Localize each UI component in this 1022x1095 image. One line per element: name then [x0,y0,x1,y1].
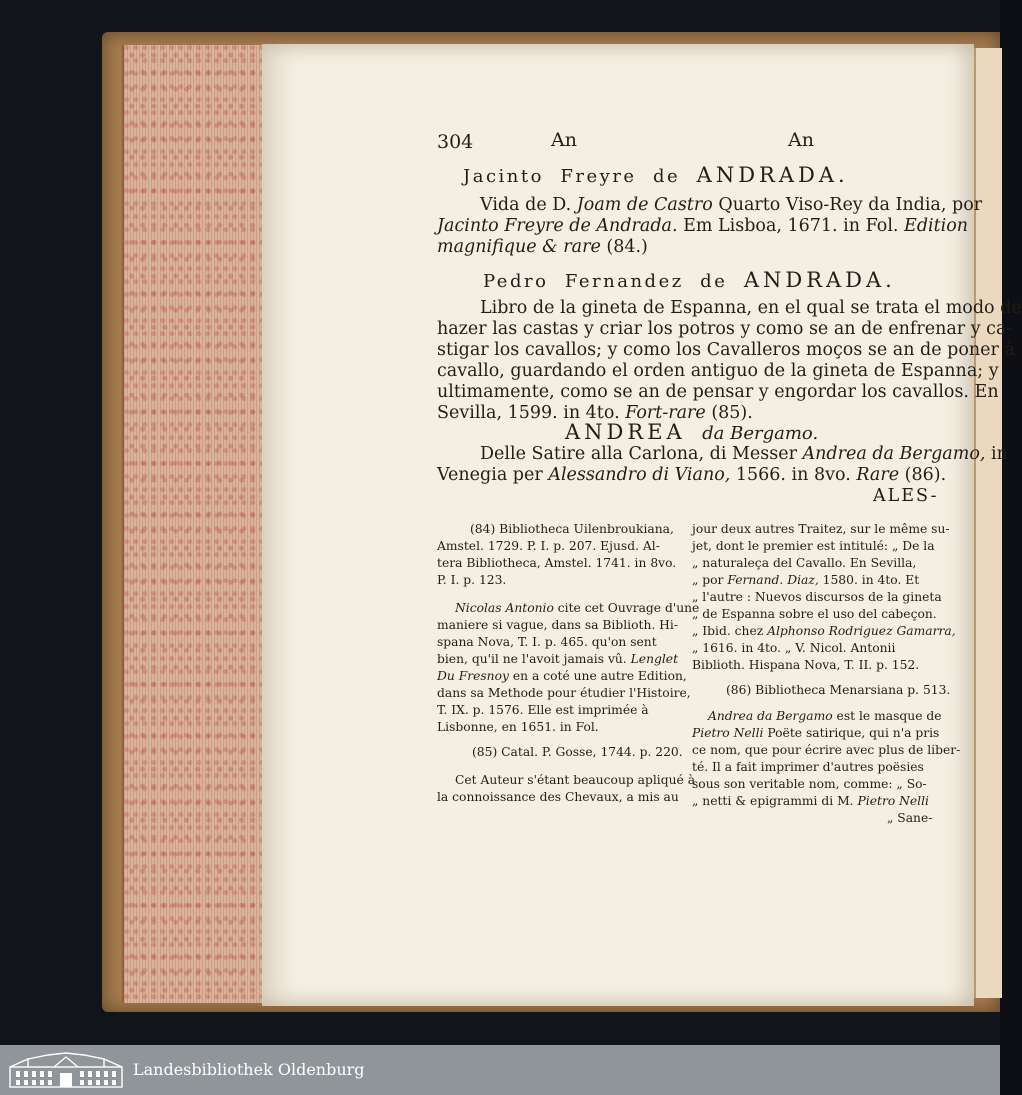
footnote-line: „ l'autre : Nuevos discursos de la gineta [692,590,942,604]
footnote-line: Amstel. 1729. P. I. p. 207. Ejusd. Al- [437,539,660,553]
running-head-left: An [551,129,577,151]
footnote-line: la connoissance des Chevaux, a mis au [437,790,679,804]
running-head-right: An [788,129,814,151]
footnote-line: maniere si vague, dans sa Biblioth. Hi- [437,618,678,632]
entry-text-line: Venegia per Alessandro di Viano, 1566. in 8vo. Rare (86). [437,465,947,485]
footnote-line: té. Il a fait imprimer d'autres poësies [692,760,924,774]
footnote-line: Andrea da Bergamo est le masque de [708,709,942,723]
footnote-line: tera Bibliotheca, Amstel. 1741. in 8vo. [437,556,677,570]
footnote-line: bien, qu'il ne l'avoit jamais vû. Lenglet [437,652,679,666]
footnote-line: Cet Auteur s'étant beaucoup apliqué à [455,773,696,787]
entry-text-line: Vida de D. Joam de Castro Quarto Viso-Rey da India, por [480,195,983,215]
entry-text-line: Delle Satire alla Carlona, di Messer Andrea da Bergamo, in [480,444,1008,464]
footnote-line: Du Fresnoy en a coté une autre Edition, [437,669,687,683]
entry-text-line: Jacinto Freyre de Andrada. Em Lisboa, 1671. in Fol. Edition [437,216,969,236]
footnote-line: Nicolas Antonio cite cet Ouvrage d'une [455,601,700,615]
library-name: Landesbibliothek Oldenburg [133,1060,365,1079]
footnote-line: ce nom, que pour écrire avec plus de liber- [692,743,961,757]
catchword: ALES- [873,486,939,506]
entry-text-line: magnifique & rare (84.) [437,237,648,257]
footnote-line: Pietro Nelli Poëte satirique, qui n'a pris [692,726,940,740]
footnote-line: Lisbonne, en 1651. in Fol. [437,720,599,734]
footnote-line: (86) Bibliotheca Menarsiana p. 513. [726,683,951,697]
footnote-line: „ Ibid. chez Alphonso Rodriguez Gamarra, [692,624,956,638]
entry-text-line: Libro de la gineta de Espanna, en el qual se trata el modo de [480,298,1022,318]
entry-text-line: Sevilla, 1599. in 4to. Fort-rare (85). [437,403,753,423]
footnote-line: Biblioth. Hispana Nova, T. II. p. 152. [692,658,920,672]
entry-heading: Pedro Fernandez de ANDRADA. [483,268,896,292]
footnote-line: „ netti & epigrammi di M. Pietro Nelli [692,794,929,808]
footnote-line: „ naturaleça del Cavallo. En Sevilla, [692,556,917,570]
footnote-line: jet, dont le premier est intitulé: „ De la [692,539,935,553]
entry-heading: Jacinto Freyre de ANDRADA. [463,163,849,187]
footnote-line: „ 1616. in 4to. „ V. Nicol. Antonii [692,641,896,655]
entry-text-line: cavallo, guardando el orden antiguo de la gineta de Espanna; y [437,361,999,381]
footer-bar [0,1045,1000,1095]
footnote-line: T. IX. p. 1576. Elle est imprimée à [437,703,649,717]
footnote-line: spana Nova, T. I. p. 465. qu'on sent [437,635,657,649]
entry-heading: ANDREA da Bergamo. [565,420,819,444]
entry-text-line: ultimamente, como se an de pensar y engordar los cavallos. En [437,382,999,402]
footnote-line: (84) Bibliotheca Uilenbroukiana, [470,522,674,536]
entry-text-line: hazer las castas y criar los potros y como se an de enfrenar y ca- [437,319,1013,339]
footnote-line: jour deux autres Traitez, sur le même su- [692,522,950,536]
footnote-line: „ de Espanna sobre el uso del cabeçon. [692,607,937,621]
footnote-line: sous son veritable nom, comme: „ So- [692,777,927,791]
page-edges [122,45,264,1003]
footnote-line: P. I. p. 123. [437,573,507,587]
footnote-catchword: „ Sane- [887,811,933,825]
footnote-line: (85) Catal. P. Gosse, 1744. p. 220. [472,745,683,759]
library-building-icon [8,1051,124,1089]
footnote-line: „ por Fernand. Diaz, 1580. in 4to. Et [692,573,920,587]
footnote-line: dans sa Methode pour étudier l'Histoire, [437,686,691,700]
page-number: 304 [437,131,474,153]
entry-text-line: stigar los cavallos; y como los Cavalleros moços se an de poner à [437,340,1015,360]
next-page-edge [974,48,1002,998]
